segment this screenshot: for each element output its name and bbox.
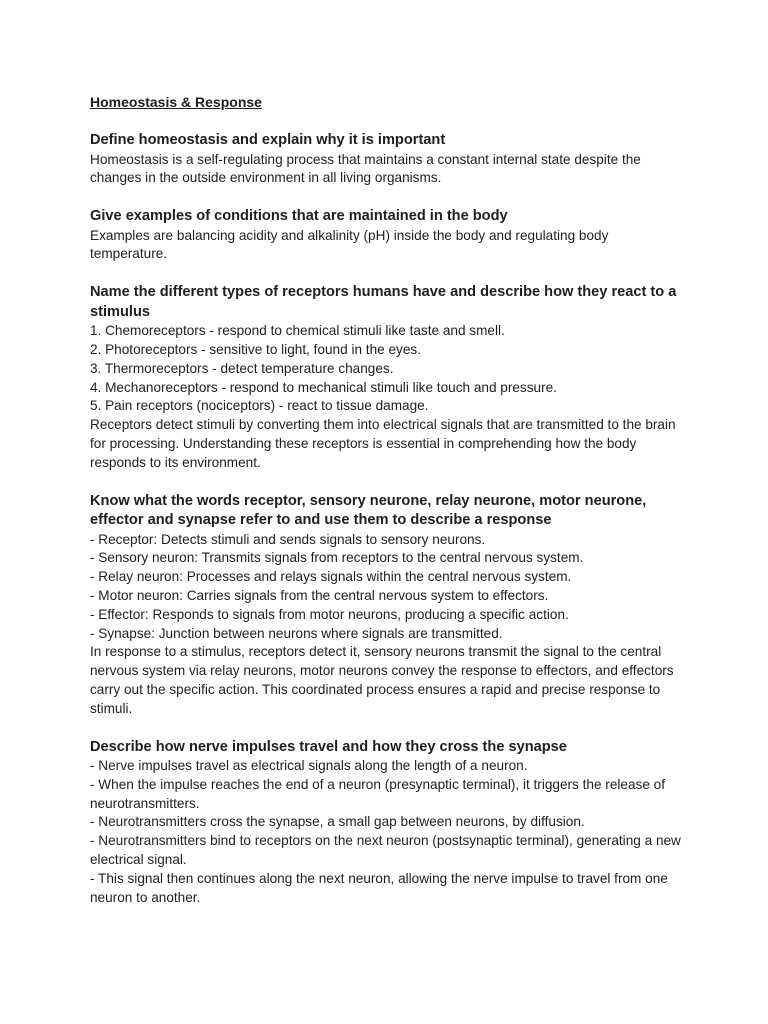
list-item: 4. Mechanoreceptors - respond to mechanical stimuli like touch and pressure. — [90, 379, 557, 395]
section-heading: Define homeostasis and explain why it is important — [90, 132, 446, 148]
list-item: - When the impulse reaches the end of a neuron (presynaptic terminal), it triggers the release of neurotransmitters. — [90, 776, 666, 811]
section-paragraph: Examples are balancing acidity and alkalinity (pH) inside the body and regulating body temperature. — [90, 227, 609, 262]
list-item: - Relay neuron: Processes and relays signals within the central nervous system. — [90, 569, 572, 585]
section-heading: Know what the words receptor, sensory neurone, relay neurone, motor neurone, effector and synapse refer to and use them to describe a response — [90, 492, 647, 529]
section-paragraph: Homeostasis is a self-regulating process that maintains a constant internal state despite the changes in the outside environment in all living organisms. — [90, 151, 641, 186]
section-response-terms — [90, 492, 688, 719]
section-paragraph: In response to a stimulus, receptors detect it, sensory neurons transmit the signal to the central nervous system via relay neurons, motor neurons convey the response to effectors, and effectors carry out the specific action. This coordinated process ensures a rapid and precise response to stimuli. — [90, 644, 674, 716]
section-heading: Give examples of conditions that are maintained in the body — [90, 208, 508, 225]
list-item: 3. Thermoreceptors - detect temperature changes. — [90, 360, 394, 376]
list-item: - Effector: Responds to signals from motor neurons, producing a specific action. — [90, 606, 569, 622]
section-heading: Describe how nerve impulses travel and how they cross the synapse — [90, 738, 567, 755]
section-receptor-types — [90, 283, 688, 472]
list-item: - Neurotransmitters bind to receptors on the next neuron (postsynaptic terminal), generating a new electrical signal. — [90, 833, 681, 868]
list-item: - Nerve impulses travel as electrical signals along the length of a neuron. — [90, 758, 528, 774]
section-define-homeostasis — [90, 131, 688, 188]
section-paragraph: Receptors detect stimuli by converting them into electrical signals that are transmitted to the brain for processing. Understanding these receptors is essential in comprehending how the body responds to its environment. — [90, 417, 676, 470]
list-item: 1. Chemoreceptors - respond to chemical stimuli like taste and smell. — [90, 323, 505, 339]
section-conditions-examples — [90, 207, 688, 264]
list-item: - Synapse: Junction between neurons where signals are transmitted. — [90, 625, 503, 641]
list-item: - Neurotransmitters cross the synapse, a small gap between neurons, by diffusion. — [90, 814, 585, 830]
list-item: - Receptor: Detects stimuli and sends signals to sensory neurons. — [90, 531, 486, 547]
list-item: 5. Pain receptors (nociceptors) - react to tissue damage. — [90, 398, 429, 414]
document-title: Homeostasis & Response — [90, 94, 262, 110]
section-nerve-impulses — [90, 738, 688, 908]
list-item: - Motor neuron: Carries signals from the central nervous system to effectors. — [90, 587, 549, 603]
list-item: 2. Photoreceptors - sensitive to light, found in the eyes. — [90, 341, 421, 357]
list-item: - This signal then continues along the next neuron, allowing the nerve impulse to travel from one neuron to another. — [90, 870, 668, 905]
list-item: - Sensory neuron: Transmits signals from receptors to the central nervous system. — [90, 550, 584, 566]
section-heading: Name the different types of receptors humans have and describe how they react to a stimulus — [90, 284, 677, 320]
